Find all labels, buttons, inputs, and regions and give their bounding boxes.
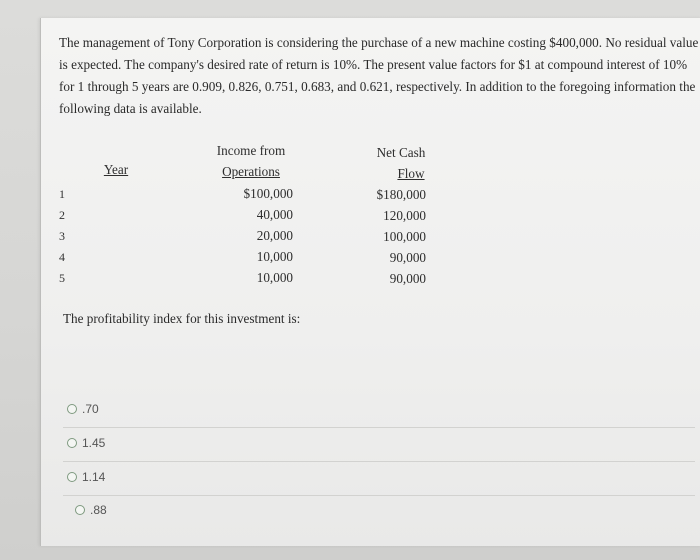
- radio-icon[interactable]: [67, 472, 77, 482]
- income-header-line1: Income from: [216, 143, 286, 158]
- income-header-line2: Operations: [222, 164, 280, 179]
- radio-icon[interactable]: [75, 505, 85, 515]
- income-cell: 10,000: [256, 270, 293, 285]
- radio-icon[interactable]: [67, 438, 77, 448]
- year-cell: 5: [59, 271, 65, 285]
- option-divider: [63, 427, 695, 428]
- option-label: 1.14: [82, 470, 106, 484]
- question-paragraph: The management of Tony Corporation is considering the purchase of a new machine costing $400,000. No residual value is expected. The company's desired rate of return is 10%. The present value factors for $1 at compound interest of 10% for 1 through 5 years are 0.909, 0.826, 0.751, 0.683, and 0.621, respectively. In addition to the foregoing information the following data is available.: [59, 35, 699, 116]
- income-cell: 40,000: [256, 207, 293, 222]
- income-cell: 20,000: [256, 228, 293, 243]
- income-cell: 10,000: [256, 249, 293, 264]
- option-divider: [63, 495, 695, 496]
- radio-icon[interactable]: [67, 404, 77, 414]
- option-divider: [63, 461, 695, 462]
- option-label: .88: [90, 503, 107, 517]
- cash-cell: 120,000: [383, 208, 426, 223]
- answer-options: [41, 18, 700, 546]
- option-label: .70: [82, 402, 99, 416]
- year-cell: 3: [59, 229, 65, 243]
- cash-cell: 90,000: [389, 271, 426, 286]
- question-stem: The profitability index for this investment is:: [63, 311, 301, 326]
- cash-header-line1: Net Cash: [376, 145, 426, 160]
- option-label: 1.45: [82, 436, 106, 450]
- option-c[interactable]: [67, 466, 687, 488]
- option-a[interactable]: [67, 398, 687, 420]
- year-cell: 2: [59, 208, 65, 222]
- income-cell: $100,000: [243, 186, 293, 201]
- option-d[interactable]: [75, 499, 695, 521]
- year-header: Year: [103, 162, 129, 177]
- question-card: [40, 18, 700, 546]
- cash-cell: 90,000: [389, 250, 426, 265]
- cash-cell: $180,000: [376, 187, 426, 202]
- cash-cell: 100,000: [383, 229, 426, 244]
- year-cell: 1: [59, 187, 65, 201]
- cash-header-line2: Flow: [397, 166, 425, 181]
- option-b[interactable]: [67, 432, 687, 454]
- year-cell: 4: [59, 250, 65, 264]
